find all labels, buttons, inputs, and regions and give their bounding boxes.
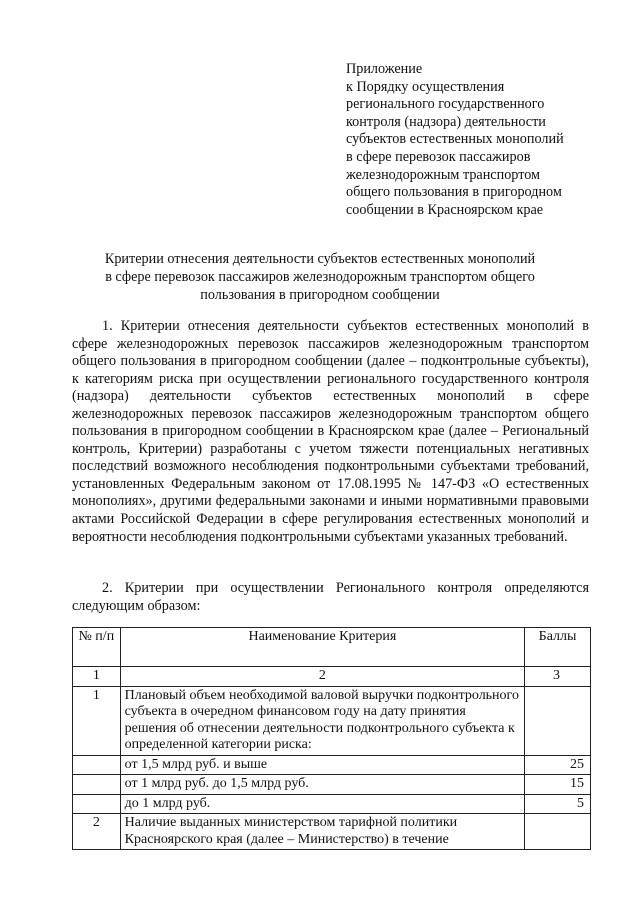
header-num: № п/п bbox=[73, 628, 121, 667]
table-row bbox=[73, 794, 591, 814]
appendix-line: субъектов естественных монополий bbox=[346, 131, 564, 148]
title-line: в сфере перевозок пассажиров железнодорожным транспортом общего bbox=[105, 269, 535, 285]
table-row bbox=[73, 814, 591, 850]
appendix-line: Приложение bbox=[346, 61, 423, 77]
header-score: Баллы bbox=[525, 628, 591, 667]
row-num: 1 bbox=[73, 686, 121, 755]
table-header-row bbox=[73, 628, 591, 667]
appendix-line: общего пользования в пригородном bbox=[346, 184, 562, 201]
row-name: от 1,5 млрд руб. и выше bbox=[120, 755, 524, 775]
table-index-row bbox=[73, 667, 591, 687]
appendix-line: сообщении в Красноярском крае bbox=[346, 201, 544, 218]
row-name: от 1 млрд руб. до 1,5 млрд руб. bbox=[120, 775, 524, 795]
index-cell: 2 bbox=[120, 667, 524, 687]
row-num bbox=[73, 755, 121, 775]
table-row bbox=[73, 755, 591, 775]
paragraph-2: 2. Критерии при осуществлении Регионального контроля определяются следующим образом: bbox=[72, 580, 589, 614]
paragraph-1: 1. Критерии отнесения деятельности субъектов естественных монополий в сфере железнодорожных перевозок пассажиров железнодорожным транспортом общего пользования в пригородном сообщении (далее – подконтрольные субъекты), к категориям риска при осуществлении регионального государственного контроля (надзора) деятельности субъектов естественных монополий в сфере железнодорожных перевозок пассажиров железнодорожным транспортом общего пользования в пригородном сообщении в Красноярском крае (далее – Региональный контроль, Критерии) разработаны с учетом тяжести потенциальных негативных последствий возможного несоблюдения подконтрольными субъектами требований, установленных Федеральным законом от 17.08.1995 № 147-ФЗ «О естественных монополиях», другими федеральными законами и иными нормативными правовыми актами Российской Федерации в сфере регулирования естественных монополий и вероятности несоблюдения подконтрольными субъектами указанных требований. bbox=[72, 318, 589, 545]
row-num bbox=[73, 794, 121, 814]
index-cell: 1 bbox=[73, 667, 121, 687]
header-name: Наименование Критерия bbox=[120, 628, 524, 667]
row-score bbox=[525, 814, 591, 850]
row-score: 25 bbox=[525, 755, 591, 775]
appendix-line: железнодорожным транспортом bbox=[346, 166, 541, 183]
title-line: пользования в пригородном сообщении bbox=[200, 287, 440, 303]
row-num bbox=[73, 775, 121, 795]
row-num: 2 bbox=[73, 814, 121, 850]
row-score bbox=[525, 686, 591, 755]
index-cell: 3 bbox=[525, 667, 591, 687]
row-score: 5 bbox=[525, 794, 591, 814]
appendix-line: к Порядку осуществления bbox=[346, 78, 505, 95]
document-title bbox=[60, 250, 580, 304]
criteria-table bbox=[72, 627, 591, 850]
title-line: Критерии отнесения деятельности субъектов естественных монополий bbox=[104, 251, 536, 267]
row-score: 15 bbox=[525, 775, 591, 795]
row-name: Наличие выданных министерством тарифной политики Красноярского края (далее – Министерство) в течение bbox=[120, 814, 524, 850]
appendix-line: регионального государственного bbox=[346, 96, 545, 113]
appendix-reference bbox=[346, 61, 616, 219]
appendix-line: в сфере перевозок пассажиров bbox=[346, 148, 531, 165]
appendix-line: контроля (надзора) деятельности bbox=[346, 113, 546, 130]
table-row bbox=[73, 686, 591, 755]
table-row bbox=[73, 775, 591, 795]
row-name: Плановый объем необходимой валовой выручки подконтрольного субъекта в очередном финансовом году на дату принятия решения об отнесении деятельности подконтрольного субъекта к определенной категории риска: bbox=[120, 686, 524, 755]
row-name: до 1 млрд руб. bbox=[120, 794, 524, 814]
